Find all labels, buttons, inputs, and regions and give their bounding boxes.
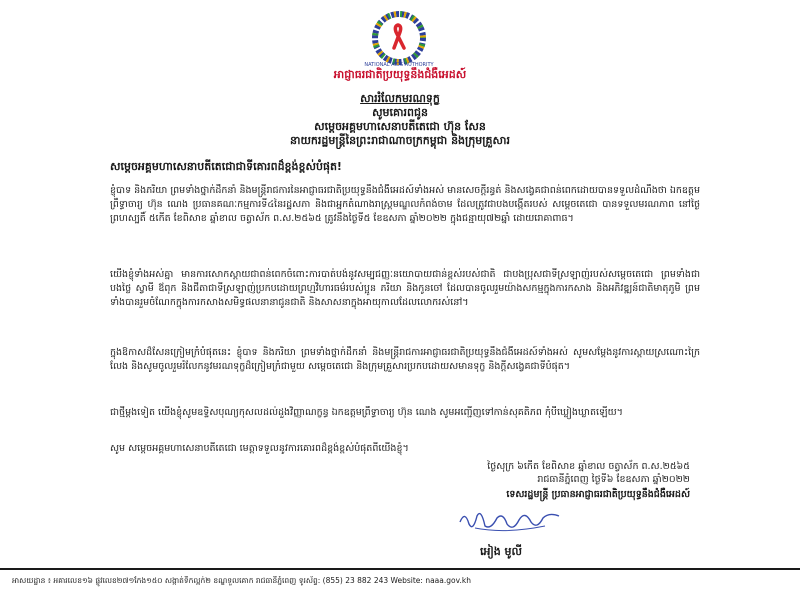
signer-title: ទេសរដ្ឋមន្ត្រី ប្រធានអាជ្ញាធរជាតិប្រយុទ្ធនឹងជំងឺអេដស៍ — [506, 489, 690, 500]
letter-title: សាររំលែកមរណទុក្ខ — [360, 92, 440, 105]
footer-address: អាសយដ្ឋាន ៖ អគារលេខ១៦ ផ្លូវលេខ២៧១កែង១៥០ សង្កាត់ទឹកល្អក់២ ខណ្ឌទួលគោក រាជធានីភ្នំពេញ ទូរស័ព្ទ: (855) 23 882 243 Website: naaa.gov.kh — [12, 576, 471, 585]
footer-divider — [0, 568, 800, 570]
handwritten-signature — [455, 502, 565, 538]
national-aids-authority-logo — [340, 6, 458, 70]
signer-name: អៀង មូលី — [480, 545, 523, 558]
date-block — [487, 460, 690, 486]
logo-text: NATIONAL AIDS AUTHORITY — [364, 62, 434, 68]
body-paragraph-3: ក្នុងឱកាសដ៏សែនក្រៀមក្រំបំផុតនេះ ខ្ញុំបាទ និងភរិយា ព្រមទាំងថ្នាក់ដឹកនាំ និងមន្ត្រីរាជការអាជ្ញាធរជាតិប្រយុទ្ធនឹងជំងឺអេដស៍ទាំងអស់ សូមសម្តែងនូវការស្តាយស្រណោះក្រៃលែង និងសូមចូលរួមរំលែកនូវមរណទុក្ខដ៏ក្រៀមក្រំជាមួយ សម្តេចតេជោ និងក្រុមគ្រួសារប្រកបដោយសមានទុក្ខ និងក្តីសង្វេគជាទីបំផុត។ — [110, 347, 700, 372]
body-paragraph-1: ខ្ញុំបាទ និងភរិយា ព្រមទាំងថ្នាក់ដឹកនាំ និងមន្ត្រីរាជការនៃអាជ្ញាធរជាតិប្រយុទ្ធនឹងជំងឺអេដស៍ទាំងអស់ មានសេចក្តីរន្ធត់ និងសង្វេគជាពន់ពេកដោយបានទទួលដំណឹងថា ឯកឧត្តមព្រឹទ្ធាចារ្យ ហ៊ុន ណេង ប្រធានគណៈកម្មការទី៤នៃរដ្ឋសភា និងជាអ្នកតំណាងរាស្ត្រមណ្ឌលកំពង់ចាម ដែលត្រូវជាបងបង្កើតរបស់ សម្តេចតេជោ បានទទួលមរណភាព នៅថ្ងៃព្រហស្បតិ៍ ៥កើត ខែពិសាខ ឆ្នាំខាល ចត្វាស័ក ព.ស.២៥៦៥ ត្រូវនឹងថ្ងៃទី៥ ខែឧសភា ឆ្នាំ២០២២ ក្នុងជន្មាយុ៧២ឆ្នាំ ដោយរោគាពាធ។ — [110, 185, 700, 224]
lunar-date: ថ្ងៃសុក្រ ៦កើត ខែពិសាខ ឆ្នាំខាល ចត្វាស័ក ព.ស.២៥៦៥ — [487, 461, 690, 472]
body-paragraph-2: យើងខ្ញុំទាំងអស់គ្នា មានការសោកស្តាយជាពន់ពេកចំពោះការបាត់បង់នូវសម្បជញ្ញៈនយោបាយជាន់ខ្ពស់របស់ជាតិ ជាបងប្រុសជាទីស្រឡាញ់របស់សម្តេចតេជោ ព្រមទាំងជា បងថ្លៃ ស្វាមី ឪពុក និងជីតាជាទីស្រឡាញ់ប្រកបដោយព្រហ្មវិហារធម៌របស់ប្អូន ភរិយា និងកូនចៅ ដែលបានចូលរួមយ៉ាងសកម្មក្នុងការកសាង និងអភិវឌ្ឍន៍ជាតិមាតុភូមិ ព្រមទាំងបានរួមចំណែកក្នុងការកសាងសមិទ្ធផលនានាជូនជាតិ និងសាសនាក្នុងអាយុកាលដែលលោករស់នៅ។ — [110, 269, 700, 308]
letter-respect-line: សូមគោរពជូន — [372, 106, 428, 119]
body-paragraph-4: ជាថ្មីម្តងទៀត យើងខ្ញុំសូមឧទ្ទិសបុណ្យកុសលដល់ដួងវិញ្ញាណក្ខន្ធ ឯកឧត្តមព្រឹទ្ធាចារ្យ ហ៊ុន ណេង សូមអញ្ជើញទៅកាន់សុគតិភព កុំបីឃ្លៀងឃ្លាតឡើយ។ — [110, 407, 623, 418]
place-date: រាជធានីភ្នំពេញ ថ្ងៃទី៦ ខែឧសភា ឆ្នាំ២០២២ — [537, 474, 690, 485]
salutation: សម្តេចអគ្គមហាសេនាបតីតេជោជាទីគោរពដ៏ខ្ពង់ខ្ពស់បំផុត! — [110, 160, 342, 173]
body-paragraph-5: សូម សម្តេចអគ្គមហាសេនាបតីតេជោ មេត្តាទទួលនូវការគោរពដ៏ខ្ពង់ខ្ពស់បំផុតពីយើងខ្ញុំ។ — [110, 443, 409, 454]
letter-recipient: សម្តេចអគ្គមហាសេនាបតីតេជោ ហ៊ុន សែន — [314, 120, 486, 133]
letter-recipient-role: នាយករដ្ឋមន្ត្រីនៃព្រះរាជាណាចក្រកម្ពុជា និងក្រុមគ្រួសារ — [289, 134, 511, 147]
org-name: អាជ្ញាធរជាតិប្រយុទ្ធនឹងជំងឺអេដស៍ — [333, 68, 467, 81]
letter-title-block — [0, 92, 800, 148]
